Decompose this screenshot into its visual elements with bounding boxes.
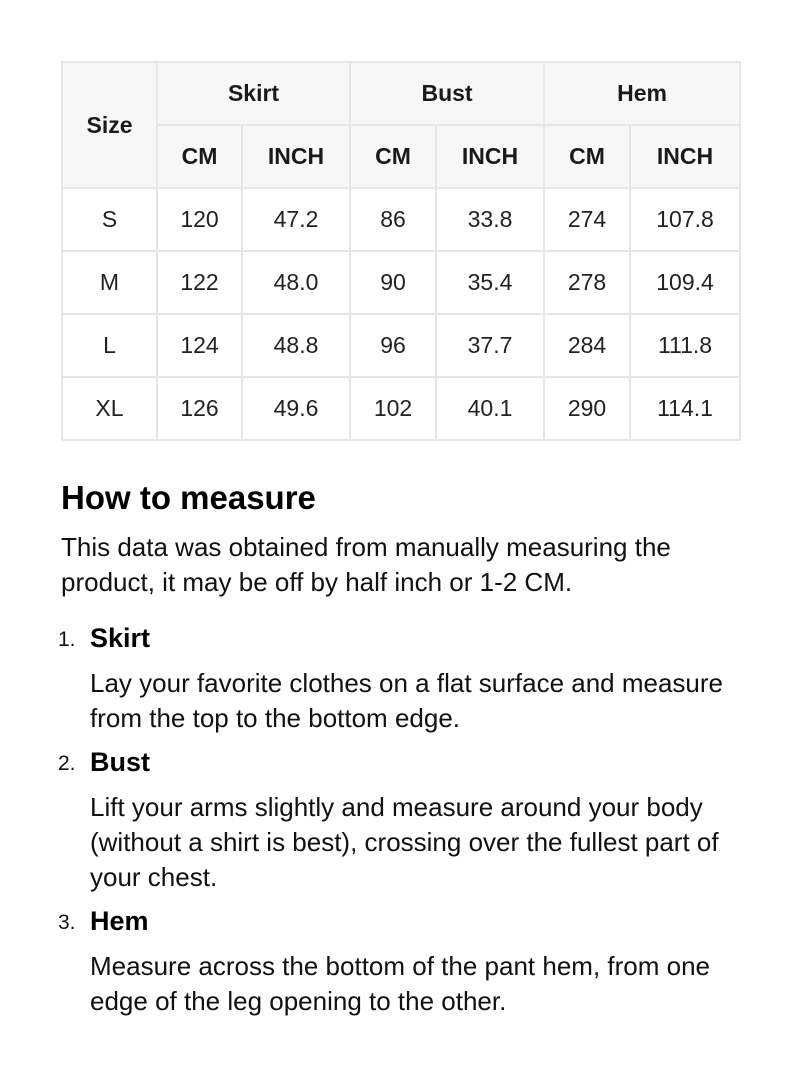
list-item bbox=[58, 903, 761, 1019]
table-cell: 274 bbox=[544, 188, 630, 251]
table-cell: 124 bbox=[157, 314, 242, 377]
table-row bbox=[62, 314, 740, 377]
step-description: Lay your favorite clothes on a flat surface and measure from the top to the bottom edge. bbox=[90, 668, 724, 733]
how-to-measure-section bbox=[58, 476, 761, 1027]
table-cell: 284 bbox=[544, 314, 630, 377]
table-row bbox=[62, 377, 740, 440]
step-number: 2. bbox=[58, 752, 76, 775]
size-cell: M bbox=[62, 251, 157, 314]
table-row bbox=[62, 251, 740, 314]
table-row bbox=[62, 188, 740, 251]
group-header-bust: Bust bbox=[350, 62, 544, 125]
table-cell: 33.8 bbox=[436, 188, 544, 251]
group-header-skirt: Skirt bbox=[157, 62, 350, 125]
size-cell: L bbox=[62, 314, 157, 377]
step-description: Lift your arms slightly and measure around your body (without a shirt is best), crossing over the fullest part of your chest. bbox=[90, 792, 719, 892]
table-cell: 120 bbox=[157, 188, 242, 251]
step-title: Bust bbox=[90, 747, 150, 777]
table-cell: 48.8 bbox=[242, 314, 350, 377]
table-cell: 90 bbox=[350, 251, 436, 314]
table-cell: 126 bbox=[157, 377, 242, 440]
list-item bbox=[58, 744, 761, 895]
table-cell: 86 bbox=[350, 188, 436, 251]
table-cell: 109.4 bbox=[630, 251, 740, 314]
table-cell: 35.4 bbox=[436, 251, 544, 314]
table-cell: 114.1 bbox=[630, 377, 740, 440]
step-number: 1. bbox=[58, 628, 76, 651]
table-cell: 49.6 bbox=[242, 377, 350, 440]
size-cell: S bbox=[62, 188, 157, 251]
unit-header: CM bbox=[157, 125, 242, 188]
intro-paragraph: This data was obtained from manually measuring the product, it may be off by half inch or 1-2 CM. bbox=[61, 532, 671, 597]
table-cell: 40.1 bbox=[436, 377, 544, 440]
section-heading: How to measure bbox=[61, 479, 316, 516]
size-column-header: Size bbox=[62, 62, 157, 188]
step-title: Skirt bbox=[90, 623, 151, 653]
table-cell: 37.7 bbox=[436, 314, 544, 377]
table-cell: 96 bbox=[350, 314, 436, 377]
step-number: 3. bbox=[58, 911, 76, 934]
unit-header: CM bbox=[544, 125, 630, 188]
table-cell: 48.0 bbox=[242, 251, 350, 314]
table-cell: 290 bbox=[544, 377, 630, 440]
unit-header: INCH bbox=[436, 125, 544, 188]
list-item bbox=[58, 620, 761, 736]
table-cell: 111.8 bbox=[630, 314, 740, 377]
size-cell: XL bbox=[62, 377, 157, 440]
group-header-hem: Hem bbox=[544, 62, 740, 125]
table-cell: 102 bbox=[350, 377, 436, 440]
table-cell: 278 bbox=[544, 251, 630, 314]
table-header-row-units bbox=[62, 125, 740, 188]
step-title: Hem bbox=[90, 906, 149, 936]
table-cell: 107.8 bbox=[630, 188, 740, 251]
size-chart-table bbox=[61, 61, 741, 441]
unit-header: CM bbox=[350, 125, 436, 188]
unit-header: INCH bbox=[242, 125, 350, 188]
unit-header: INCH bbox=[630, 125, 740, 188]
table-cell: 47.2 bbox=[242, 188, 350, 251]
step-description: Measure across the bottom of the pant hem, from one edge of the leg opening to the other. bbox=[90, 951, 710, 1016]
table-header-row-groups bbox=[62, 62, 740, 125]
table-cell: 122 bbox=[157, 251, 242, 314]
measure-steps-list bbox=[58, 620, 761, 1019]
